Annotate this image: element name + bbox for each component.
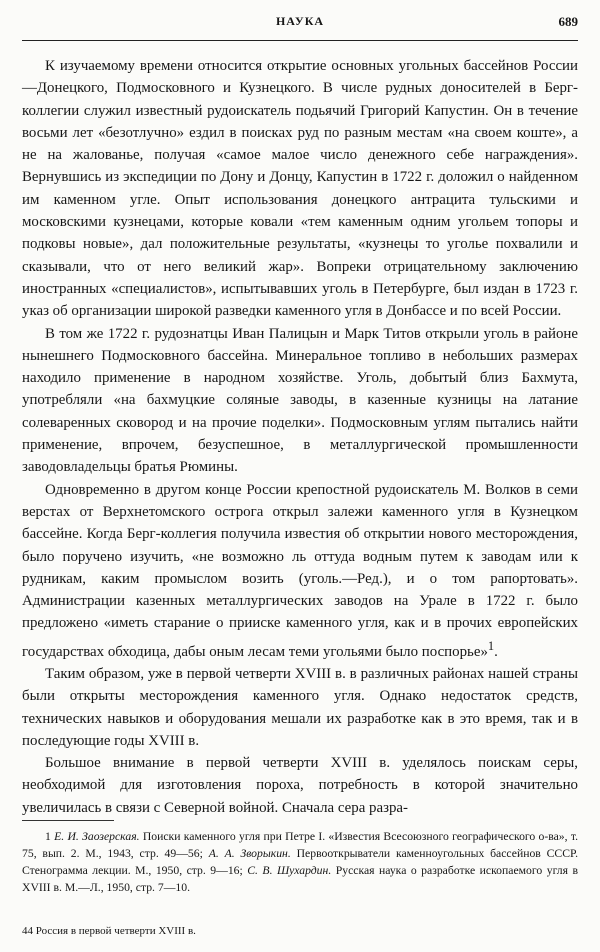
header-rule bbox=[22, 40, 578, 41]
footnote-author-2: А. А. Зворыкин. bbox=[208, 847, 291, 860]
footnote-reference[interactable]: 1 bbox=[487, 638, 495, 653]
paragraph-sulfur: Большое внимание в первой четверти XVIII в. уделялось поискам серы, необходимой для изготовления пороха, потребность в которой значительно увеличилась в связи с Северной войной. Сначала сера разра- bbox=[22, 755, 578, 816]
paragraph-coal-basins: К изучаемому времени относится открытие основных угольных бассейнов России—Донецкого, Подмосковного и Кузнецкого. В числе рудных доносителей в Берг-коллегии служил известный рудоискатель подьячий Григорий Капустин. Он в течение восьми лет «безотлучно» ездил в поисках руд по разным местам «на своем коште», а не на жалованье, получая «самое малое число денежного себе награждения». Вернувшись из экспедиции по Дону и Донцу, Капустин в 1722 г. доложил о найденном им каменном угле. Опыт использования донецкого антрацита тульскими и московскими кузнецами, которые ковали «тем каменным одним угольем топоры и подковы новые», дал положительные результаты, «кузнецы то уголье похвалили и сказывали, что от него великий жар». Вопреки отрицательному заключению иностранных «специалистов», испытывавших уголь в Петербурге, был издан в 1723 г. указ об организации широкой разведки каменного угля в Донбассе и по всей России. bbox=[22, 58, 578, 320]
book-page bbox=[22, 0, 578, 952]
paragraph-moscow-basin: В том же 1722 г. рудознатцы Иван Палицын и Марк Титов открыли уголь в районе нынешнего Подмосковного бассейна. Минеральное топливо в небольших размерах находило применение в народном хозяйстве. Уголь, добытый близ Бахмута, употребляли «на бахмуцкие соляные заводы, в казенные кузницы на латание солеваренных сковород и на прочие поделки». Подмосковным углям пытались найти применение, впрочем, безуспешное, в металлургической промышленности заводовладельцы братья Рюмины. bbox=[22, 325, 578, 476]
footnote-text-1: Поиски каменного угля при Петре I. «Известия Всесоюзного географического о-ва», т. 75, вып. 2. М., 1943, стр. 49—56; bbox=[22, 830, 578, 860]
body-text bbox=[22, 55, 578, 819]
footnote-number: 1 bbox=[45, 830, 51, 843]
running-header bbox=[22, 14, 578, 36]
page-number: 689 bbox=[558, 14, 578, 29]
footnote-author-1: Е. И. Заозерская. bbox=[54, 830, 140, 843]
footnote-rule bbox=[22, 820, 114, 821]
printer-signature: 44 Россия в первой четверти XVIII в. bbox=[22, 925, 196, 937]
paragraph-kuznetsk-basin: Одновременно в другом конце России крепостной рудоискатель М. Волков в семи верстах от Верхнетомского острога открыл залежи каменного угля в Кузнецком бассейне. Когда Берг-коллегия получила известия об открытии нового месторождения, было поручено изучить, «не возможно ль оттуда водным путем к заводам или к рудникам, каким промыслом возить (уголь.—Ред.), и о том рапортовать». Администрации казенных металлургических заводов на Урале в 1722 г. было предложено «иметь старание о прииске каменного угля, как и в прочих европейских государствах обходица, дабы оным лесам теми угольями было поспорье»$^1$. bbox=[22, 481, 578, 660]
footnote-text-3: Русская наука о разработке ископаемого угля в XVIII в. М.—Л., 1950, стр. 7—10. bbox=[22, 864, 578, 894]
footnote bbox=[22, 828, 578, 896]
section-title: НАУКА bbox=[275, 14, 325, 28]
paragraph-kuznetsk-text: Одновременно в другом конце России крепостной рудоискатель М. Волков в семи верстах от Верхнетомского острога открыл залежи каменного угля в Кузнецком бассейне. Когда Берг-коллегия получила известия об открытии нового месторождения, было поручено изучить, «не возможно ль оттуда водным путем к заводам или к рудникам, каким промыслом возить (уголь.—Ред.), и о том рапортовать». Администрации казенных металлургических заводов на Урале в 1722 г. было предложено «иметь старание о прииске каменного угля, как и в прочих европейских государствах обходица, дабы оным лесам теми угольями было поспорье» bbox=[22, 481, 578, 660]
footnote-text-2: Первооткрыватели каменноугольных бассейнов СССР. Стенограмма лекции. М., 1950, стр. 9—16; bbox=[22, 847, 578, 877]
paragraph-summary: Таким образом, уже в первой четверти XVIII в. в различных районах нашей страны были открыты месторождения каменного угля. Однако недостаток средств, технических навыков и оборудования мешали их разработке как в это время, так и в последующие годы XVIII в. bbox=[22, 665, 578, 749]
footnote-author-3: С. В. Шухардин. bbox=[247, 864, 332, 877]
